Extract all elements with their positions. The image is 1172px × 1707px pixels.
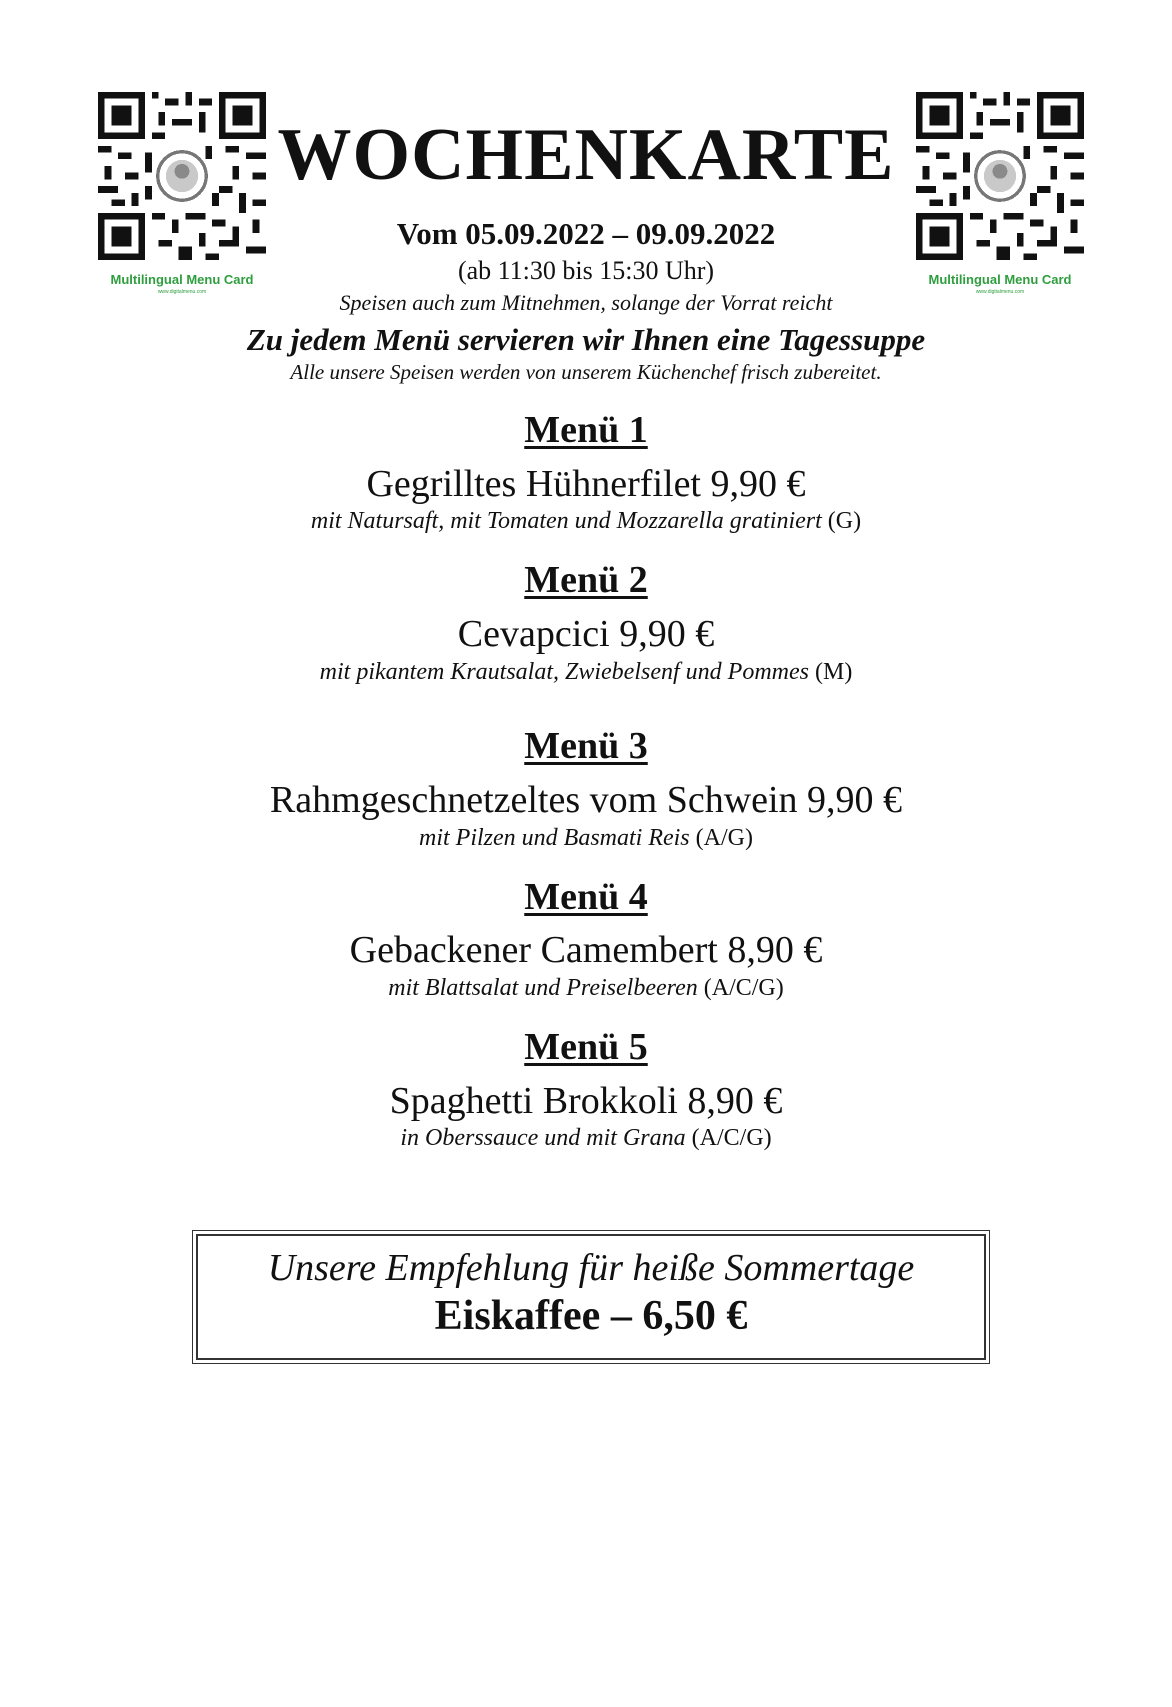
menu-desc-text: in Oberssauce und mit Grana [400, 1125, 686, 1152]
menu-description [0, 1124, 1172, 1153]
menu-item [0, 877, 1172, 1003]
menu-item [0, 726, 1172, 852]
menu-allergens: (G) [827, 508, 862, 535]
recommendation-box [196, 1234, 986, 1360]
menu-heading: Menü 3 [524, 725, 648, 768]
menu-description [0, 824, 1172, 853]
recommendation-item: Eiskaffee – 6,50 € [434, 1293, 748, 1339]
qr-code-left[interactable] [96, 92, 268, 295]
qr-caption: Multilingual Menu Card [110, 272, 254, 287]
menu-description [0, 658, 1172, 687]
recommendation-line: Unsere Empfehlung für heiße Sommertage [267, 1247, 915, 1289]
menu-heading: Menü 2 [524, 559, 648, 602]
menu-desc-text: mit Pilzen und Basmati Reis [419, 824, 690, 851]
menu-dish: Rahmgeschnetzeltes vom Schwein 9,90 € [269, 779, 903, 822]
intro [0, 322, 1172, 385]
menu-desc-text: mit pikantem Krautsalat, Zwiebelsenf und Pommes [319, 658, 809, 685]
opening-hours: (ab 11:30 bis 15:30 Uhr) [457, 256, 715, 285]
qr-code-icon [916, 92, 1084, 260]
menu-dish: Spaghetti Brokkoli 8,90 € [389, 1079, 783, 1122]
menu-heading: Menü 5 [524, 1025, 648, 1068]
header [270, 100, 902, 316]
qr-caption: Multilingual Menu Card [928, 272, 1072, 287]
menu-dish: Gebackener Camembert 8,90 € [349, 929, 823, 972]
qr-url: www.digitalmenu.com [157, 289, 207, 295]
qr-code-icon [98, 92, 266, 260]
qr-url: www.digitalmenu.com [975, 289, 1025, 295]
menu-allergens: (A/G) [695, 824, 753, 851]
date-range: Vom 05.09.2022 – 09.09.2022 [396, 216, 776, 251]
takeaway-note: Speisen auch zum Mitnehmen, solange der Vorrat reicht [339, 290, 833, 315]
menu-item [0, 410, 1172, 536]
menu-heading: Menü 4 [524, 875, 648, 918]
soup-note: Zu jedem Menü servieren wir Ihnen eine Tagessuppe [246, 322, 926, 357]
menu-dish: Gegrilltes Hühnerfilet 9,90 € [366, 462, 806, 505]
fresh-note: Alle unsere Speisen werden von unserem Küchenchef frisch zubereitet. [290, 360, 882, 384]
menu-description [0, 974, 1172, 1003]
menu-desc-text: mit Blattsalat und Preiselbeeren [388, 974, 698, 1001]
menu-allergens: (A/C/G) [691, 1125, 772, 1152]
menu-list [0, 410, 1172, 1153]
menu-allergens: (M) [814, 658, 853, 685]
page-title: WOCHENKARTE [277, 114, 895, 196]
menu-dish: Cevapcici 9,90 € [457, 612, 715, 655]
menu-item [0, 560, 1172, 686]
qr-code-right[interactable] [914, 92, 1086, 295]
menu-allergens: (A/C/G) [703, 974, 784, 1001]
menu-heading: Menü 1 [524, 409, 648, 451]
menu-description [0, 507, 1172, 536]
menu-item [0, 1027, 1172, 1153]
menu-desc-text: mit Natursaft, mit Tomaten und Mozzarella gratiniert [310, 508, 822, 535]
